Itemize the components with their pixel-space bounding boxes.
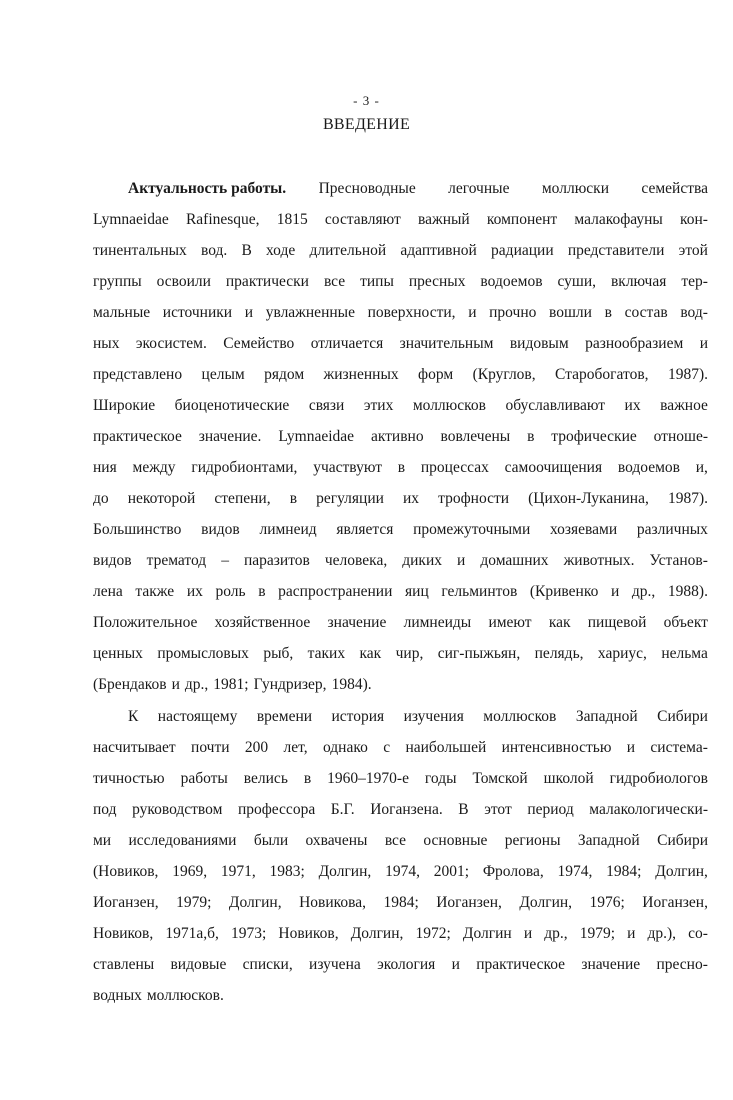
text-line: видов трематод – паразитов человека, диких и домашних животных. Установ-	[93, 552, 708, 569]
text-line: ных экосистем. Семейство отличается значительным видовым разнообразием и	[93, 335, 708, 352]
text-line: тинентальных вод. В ходе длительной адаптивной радиации представители этой	[93, 242, 708, 259]
text-line: К настоящему времени история изучения моллюсков Западной Сибири	[128, 708, 708, 725]
text-line: ния между гидробионтами, участвуют в процессах самоочищения водоемов и,	[93, 459, 708, 476]
text-line: Новиков, 1971а,б, 1973; Новиков, Долгин, 1972; Долгин и др., 1979; и др.), со-	[93, 925, 708, 942]
paragraph-history	[93, 701, 708, 1011]
text-line: Положительное хозяйственное значение лимнеиды имеют как пищевой объект	[93, 614, 708, 631]
text-line: группы освоили практически все типы пресных водоемов суши, включая тер-	[93, 273, 708, 290]
text-line: ценных промысловых рыб, таких как чир, сиг-пыжьян, пелядь, хариус, нельма	[93, 645, 708, 662]
text-line: лена также их роль в распространении яиц гельминтов (Кривенко и др., 1988).	[93, 583, 708, 600]
text-line: Иоганзен, 1979; Долгин, Новикова, 1984; Иоганзен, Долгин, 1976; Иоганзен,	[93, 894, 708, 911]
lead-bold-text: Актуальность работы.	[128, 180, 287, 197]
text-line: мальные источники и увлажненные поверхности, и прочно вошли в состав вод-	[93, 304, 708, 321]
paragraph-relevance	[93, 173, 708, 700]
text-line: представлено целым рядом жизненных форм (Круглов, Старобогатов, 1987).	[93, 366, 708, 383]
text-line: (Новиков, 1969, 1971, 1983; Долгин, 1974, 2001; Фролова, 1974, 1984; Долгин,	[93, 863, 708, 880]
section-heading: ВВЕДЕНИЕ	[322, 116, 411, 133]
text-line: Широкие биоценотические связи этих моллюсков обуславливают их важное	[93, 397, 708, 414]
text-line: практическое значение. Lymnaeidae активно вовлечены в трофические отноше-	[93, 428, 708, 445]
text-line: Актуальность работы. Пресноводные легочные моллюски семейства	[93, 173, 708, 204]
text-line: водных моллюсков.	[93, 987, 224, 1004]
text-line: насчитывает почти 200 лет, однако с наибольшей интенсивностью и система-	[93, 739, 708, 756]
text-line: Lymnaeidae Rafinesque, 1815 составляют важный компонент малакофауны кон-	[93, 211, 708, 228]
text-line: до некоторой степени, в регуляции их трофности (Цихон-Луканина, 1987).	[93, 490, 708, 507]
text-line: Большинство видов лимнеид является промежуточными хозяевами различных	[93, 521, 708, 538]
page-number: - 3 -	[353, 93, 380, 108]
text-line: под руководством профессора Б.Г. Иоганзена. В этот период малакологически-	[93, 801, 708, 818]
text-line: (Брендаков и др., 1981; Гундризер, 1984).	[93, 676, 372, 693]
text-line: ми исследованиями были охвачены все основные регионы Западной Сибири	[93, 832, 708, 849]
text-line: тичностью работы велись в 1960–1970-е годы Томской школой гидробиологов	[93, 770, 708, 787]
text-line: ставлены видовые списки, изучена экология и практическое значение пресно-	[93, 956, 708, 973]
